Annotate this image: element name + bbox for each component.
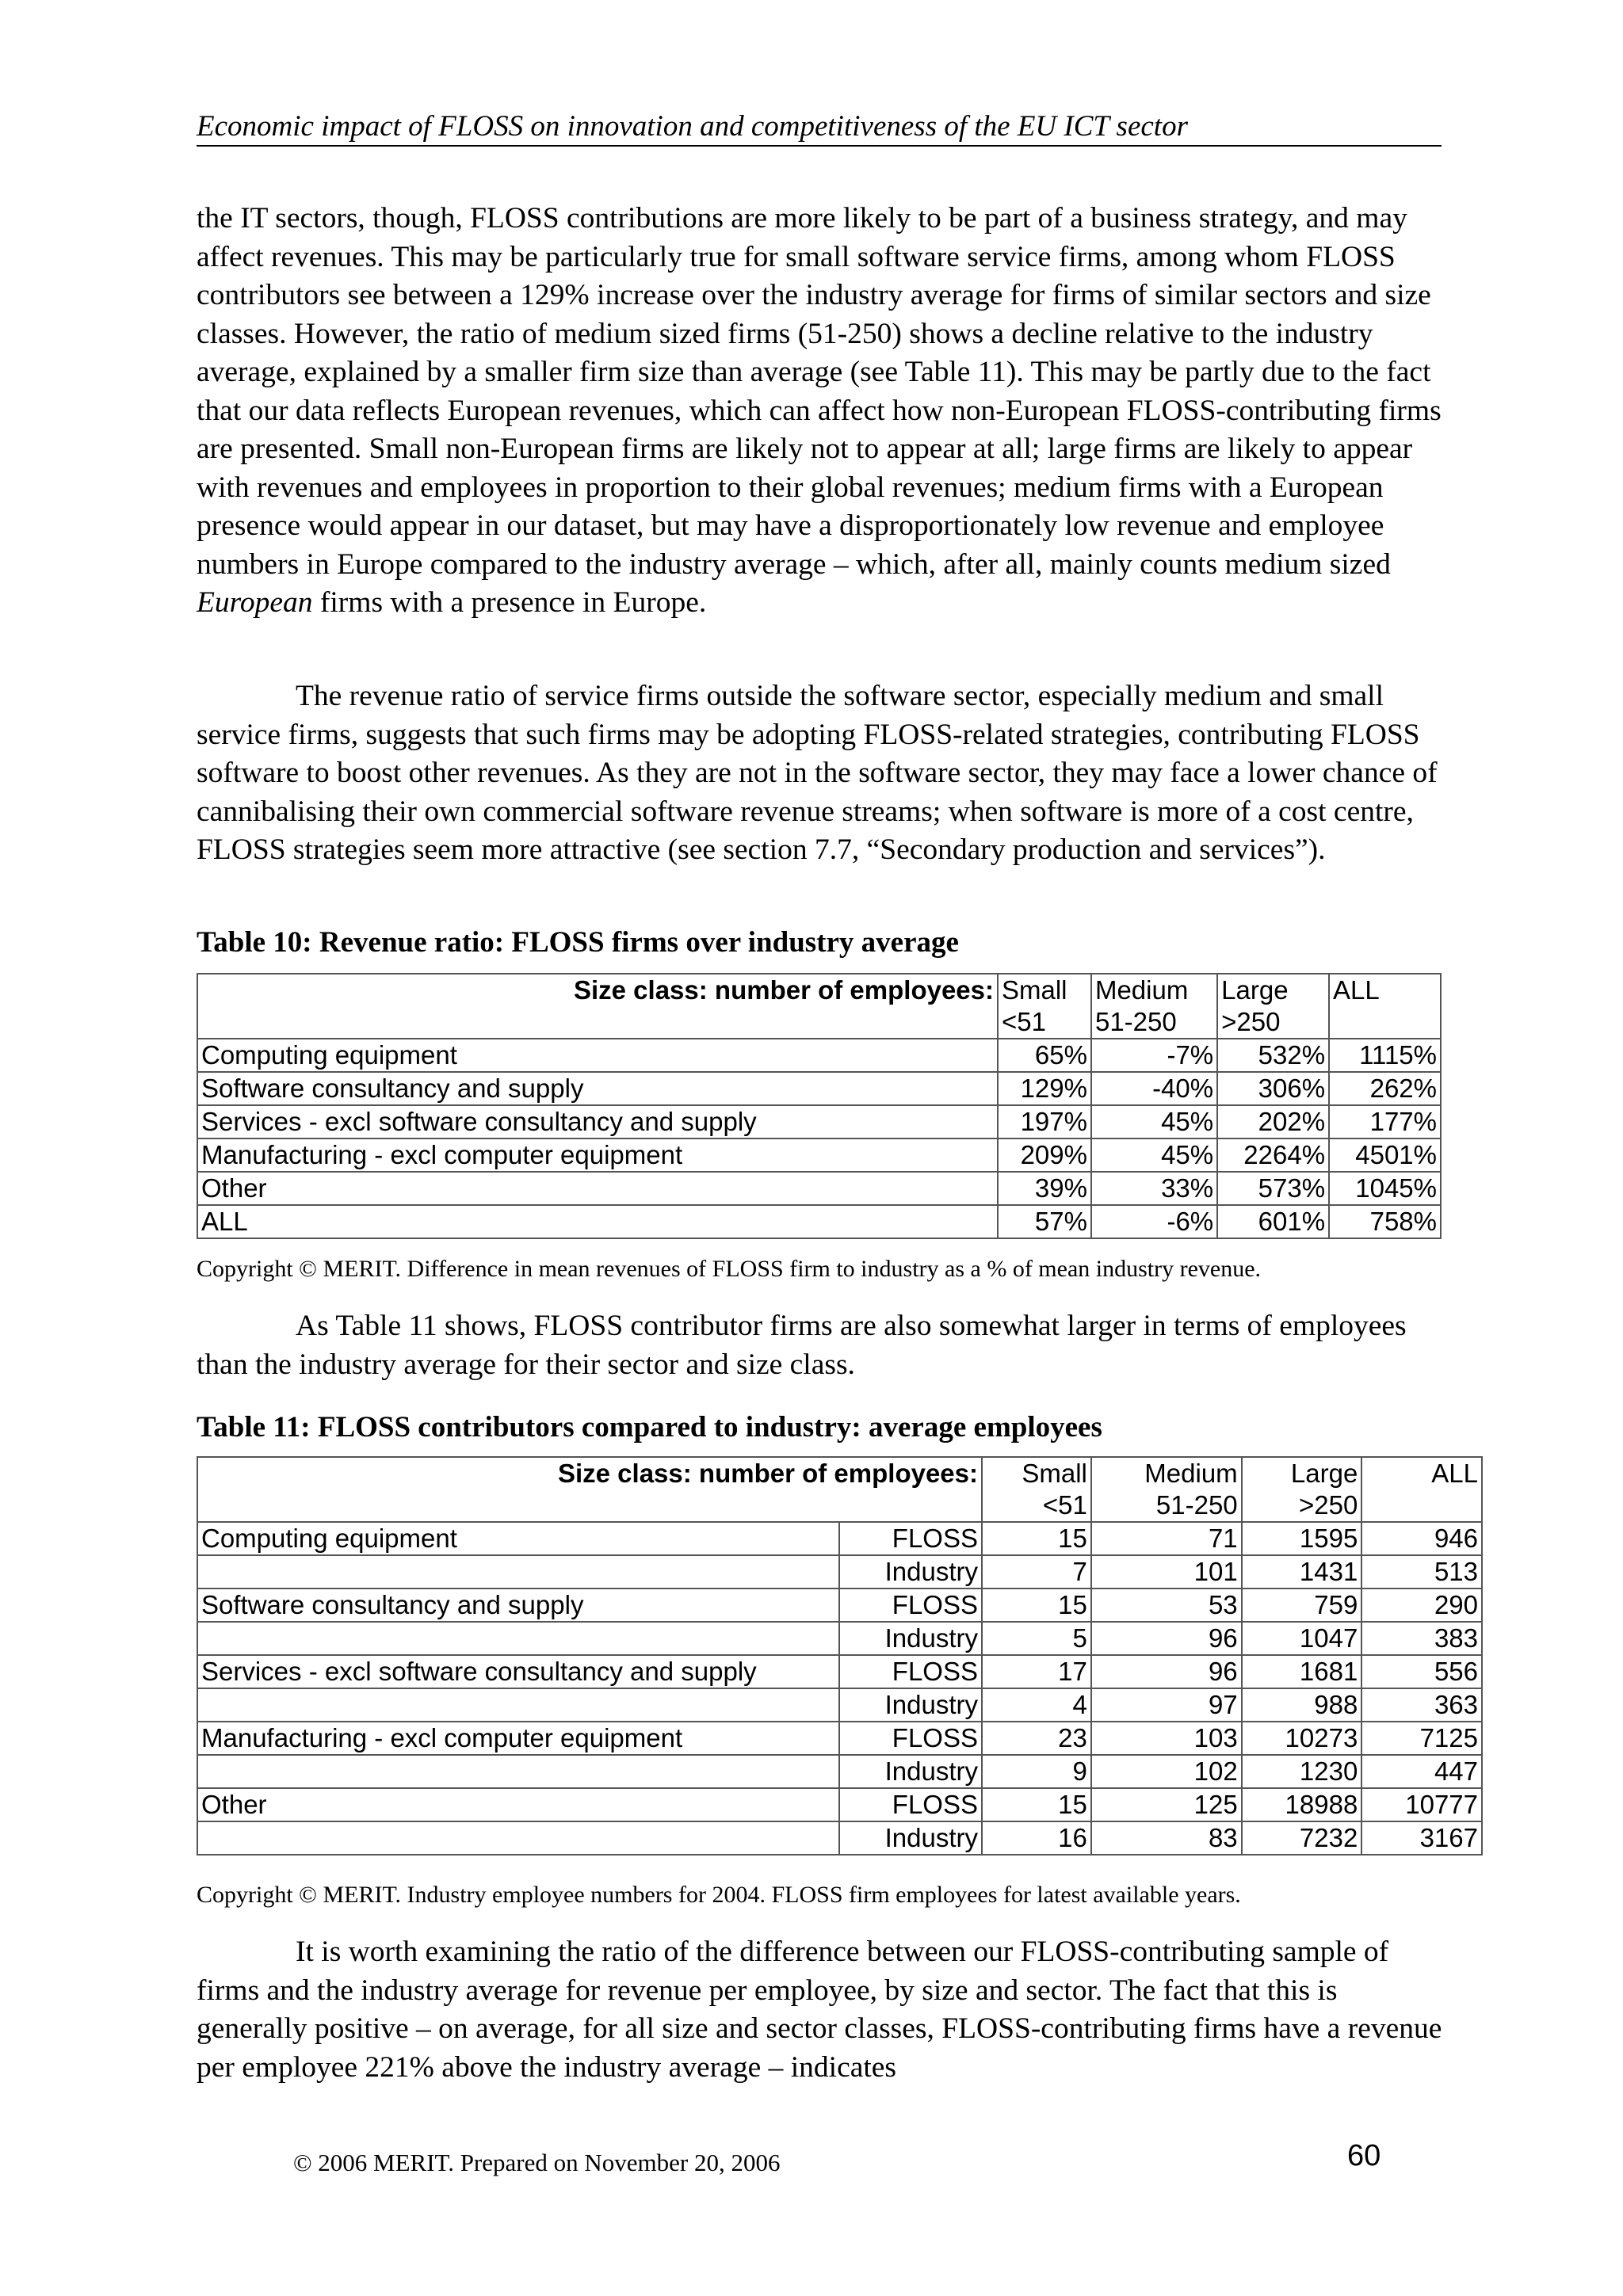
row-type: Industry bbox=[839, 1821, 982, 1855]
row-label bbox=[197, 1688, 839, 1722]
value-cell: -40% bbox=[1091, 1072, 1217, 1105]
value-cell: 15 bbox=[982, 1522, 1091, 1555]
value-cell: 7 bbox=[982, 1555, 1091, 1589]
table-row bbox=[197, 1138, 1441, 1172]
column-header bbox=[1242, 1457, 1362, 1522]
column-header-line: ALL bbox=[1431, 1459, 1478, 1488]
value-cell: 96 bbox=[1091, 1655, 1242, 1688]
row-type: Industry bbox=[839, 1688, 982, 1722]
value-cell: 946 bbox=[1361, 1522, 1482, 1555]
column-header bbox=[1091, 1457, 1242, 1522]
paragraph-3: As Table 11 shows, FLOSS contributor firms are also somewhat larger in terms of employees than the industry average for their sector and size class. bbox=[197, 1310, 1407, 1381]
emphasis-text: European bbox=[197, 586, 313, 619]
paragraph-2: The revenue ratio of service firms outside the software sector, especially medium and small service firms, suggests that such firms may be adopting FLOSS-related strategies, contributing FLOSS software to boost other revenues. As they are not in the software sector, they may face a lower chance of cannibalising their own commercial software revenue streams; when software is more of a cost centre, FLOSS strategies seem more attractive (see section 7.7, “Secondary production and services”). bbox=[197, 680, 1438, 866]
value-cell: 102 bbox=[1091, 1755, 1242, 1788]
value-cell: 513 bbox=[1361, 1555, 1482, 1589]
column-header bbox=[998, 974, 1091, 1039]
value-cell: 7125 bbox=[1361, 1722, 1482, 1755]
value-cell: 447 bbox=[1361, 1755, 1482, 1788]
value-cell: 306% bbox=[1217, 1072, 1329, 1105]
table-11-caption: Table 11: FLOSS contributors compared to industry: average employees bbox=[197, 1411, 1102, 1444]
row-label bbox=[197, 1755, 839, 1788]
value-cell: 1045% bbox=[1329, 1172, 1441, 1205]
table-10-note: Copyright © MERIT. Difference in mean revenues of FLOSS firm to industry as a % of mean industry revenue. bbox=[197, 1256, 1262, 1282]
value-cell: 15 bbox=[982, 1589, 1091, 1622]
running-header: Economic impact of FLOSS on innovation and competitiveness of the EU ICT sector bbox=[197, 109, 1442, 147]
value-cell: 4 bbox=[982, 1688, 1091, 1722]
column-header-line: ALL bbox=[1333, 975, 1380, 1005]
value-cell: 23 bbox=[982, 1722, 1091, 1755]
column-header bbox=[982, 1457, 1091, 1522]
column-header-line: <51 bbox=[1002, 1007, 1046, 1036]
row-label bbox=[197, 1555, 839, 1589]
value-cell: 45% bbox=[1091, 1105, 1217, 1138]
value-cell: 3167 bbox=[1361, 1821, 1482, 1855]
table-row bbox=[197, 1205, 1441, 1238]
column-header-line: 51-250 bbox=[1155, 1490, 1238, 1520]
value-cell: 33% bbox=[1091, 1172, 1217, 1205]
column-header-line: Medium bbox=[1144, 1459, 1238, 1488]
value-cell: 9 bbox=[982, 1755, 1091, 1788]
row-label: Software consultancy and supply bbox=[197, 1589, 839, 1622]
value-cell: 65% bbox=[998, 1039, 1091, 1072]
column-header-line: Small bbox=[1022, 1459, 1087, 1488]
value-cell: 758% bbox=[1329, 1205, 1441, 1238]
value-cell: 45% bbox=[1091, 1138, 1217, 1172]
table-row bbox=[197, 1105, 1441, 1138]
value-cell: 4501% bbox=[1329, 1138, 1441, 1172]
row-label: Services - excl software consultancy and supply bbox=[197, 1655, 839, 1688]
value-cell: 1115% bbox=[1329, 1039, 1441, 1072]
row-label: Services - excl software consultancy and supply bbox=[197, 1105, 998, 1138]
paragraph-1 bbox=[197, 200, 1449, 623]
row-type: Industry bbox=[839, 1622, 982, 1655]
value-cell: 290 bbox=[1361, 1589, 1482, 1622]
value-cell: 97 bbox=[1091, 1688, 1242, 1722]
value-cell: 39% bbox=[998, 1172, 1091, 1205]
table-11 bbox=[197, 1456, 1483, 1855]
value-cell: 1595 bbox=[1242, 1522, 1362, 1555]
column-header-line: 51-250 bbox=[1094, 1007, 1177, 1036]
column-header-line: >250 bbox=[1298, 1490, 1358, 1520]
value-cell: 1230 bbox=[1242, 1755, 1362, 1788]
value-cell: 1047 bbox=[1242, 1622, 1362, 1655]
table-row bbox=[197, 1039, 1441, 1072]
header-row bbox=[197, 1457, 1482, 1522]
table-10 bbox=[197, 973, 1442, 1239]
value-cell: 988 bbox=[1242, 1688, 1362, 1722]
table-10-caption: Table 10: Revenue ratio: FLOSS firms over industry average bbox=[197, 926, 959, 959]
value-cell: 96 bbox=[1091, 1622, 1242, 1655]
value-cell: 10777 bbox=[1361, 1788, 1482, 1821]
row-type: Industry bbox=[839, 1755, 982, 1788]
table-row bbox=[197, 1522, 1482, 1555]
row-label: Manufacturing - excl computer equipment bbox=[197, 1722, 839, 1755]
value-cell: 209% bbox=[998, 1138, 1091, 1172]
row-label: Manufacturing - excl computer equipment bbox=[197, 1138, 998, 1172]
table-row bbox=[197, 1755, 1482, 1788]
column-header bbox=[1329, 974, 1441, 1039]
value-cell: 383 bbox=[1361, 1622, 1482, 1655]
column-header-line bbox=[1365, 1489, 1478, 1521]
value-cell: 262% bbox=[1329, 1072, 1441, 1105]
value-cell: 202% bbox=[1217, 1105, 1329, 1138]
table-row bbox=[197, 1821, 1482, 1855]
table-row bbox=[197, 1555, 1482, 1589]
page-footer: © 2006 MERIT. Prepared on November 20, 2006 bbox=[293, 2149, 781, 2176]
value-cell: -7% bbox=[1091, 1039, 1217, 1072]
value-cell: 2264% bbox=[1217, 1138, 1329, 1172]
value-cell: 71 bbox=[1091, 1522, 1242, 1555]
column-header bbox=[1091, 974, 1217, 1039]
column-header-line: Small bbox=[1002, 975, 1067, 1005]
value-cell: 15 bbox=[982, 1788, 1091, 1821]
value-cell: 5 bbox=[982, 1622, 1091, 1655]
row-label: Computing equipment bbox=[197, 1522, 839, 1555]
value-cell: 10273 bbox=[1242, 1722, 1362, 1755]
row-type: FLOSS bbox=[839, 1589, 982, 1622]
value-cell: 129% bbox=[998, 1072, 1091, 1105]
row-type: FLOSS bbox=[839, 1722, 982, 1755]
paragraph-4: It is worth examining the ratio of the difference between our FLOSS-contributing sample of firms and the industry average for revenue per employee, by size and sector. The fact that this is generally positive – on average, for all size and sector classes, FLOSS-contributing firms have a revenue per employee 221% above the industry average – indicates bbox=[197, 1936, 1442, 2084]
value-cell: 53 bbox=[1091, 1589, 1242, 1622]
table-row bbox=[197, 1172, 1441, 1205]
value-cell: 7232 bbox=[1242, 1821, 1362, 1855]
table-row bbox=[197, 1072, 1441, 1105]
row-label bbox=[197, 1622, 839, 1655]
row-type: FLOSS bbox=[839, 1655, 982, 1688]
row-label: Software consultancy and supply bbox=[197, 1072, 998, 1105]
value-cell: 1431 bbox=[1242, 1555, 1362, 1589]
column-header-line: Large bbox=[1221, 975, 1289, 1005]
table-row bbox=[197, 1589, 1482, 1622]
row-label: Computing equipment bbox=[197, 1039, 998, 1072]
column-header-line bbox=[1333, 1006, 1437, 1038]
row-type: Industry bbox=[839, 1555, 982, 1589]
row-type: FLOSS bbox=[839, 1522, 982, 1555]
table-row bbox=[197, 1622, 1482, 1655]
size-class-label: Size class: number of employees: bbox=[197, 1457, 982, 1522]
page-number: 60 bbox=[1347, 2139, 1381, 2172]
value-cell: 601% bbox=[1217, 1205, 1329, 1238]
column-header-line: Large bbox=[1290, 1459, 1358, 1488]
row-label bbox=[197, 1821, 839, 1855]
value-cell: 1681 bbox=[1242, 1655, 1362, 1688]
value-cell: 363 bbox=[1361, 1688, 1482, 1722]
value-cell: 197% bbox=[998, 1105, 1091, 1138]
row-type: FLOSS bbox=[839, 1788, 982, 1821]
table-row bbox=[197, 1688, 1482, 1722]
column-header bbox=[1361, 1457, 1482, 1522]
header-row bbox=[197, 974, 1441, 1039]
value-cell: 125 bbox=[1091, 1788, 1242, 1821]
value-cell: 18988 bbox=[1242, 1788, 1362, 1821]
value-cell: 103 bbox=[1091, 1722, 1242, 1755]
table-row bbox=[197, 1655, 1482, 1688]
column-header bbox=[1217, 974, 1329, 1039]
table-row bbox=[197, 1788, 1482, 1821]
value-cell: 532% bbox=[1217, 1039, 1329, 1072]
size-class-label: Size class: number of employees: bbox=[197, 974, 998, 1039]
table-11-note: Copyright © MERIT. Industry employee numbers for 2004. FLOSS firm employees for latest available years. bbox=[197, 1882, 1241, 1908]
value-cell: -6% bbox=[1091, 1205, 1217, 1238]
value-cell: 17 bbox=[982, 1655, 1091, 1688]
value-cell: 16 bbox=[982, 1821, 1091, 1855]
value-cell: 101 bbox=[1091, 1555, 1242, 1589]
value-cell: 556 bbox=[1361, 1655, 1482, 1688]
column-header-line: <51 bbox=[1042, 1490, 1087, 1520]
value-cell: 573% bbox=[1217, 1172, 1329, 1205]
row-label: Other bbox=[197, 1788, 839, 1821]
value-cell: 759 bbox=[1242, 1589, 1362, 1622]
value-cell: 177% bbox=[1329, 1105, 1441, 1138]
paragraph-text: the IT sectors, though, FLOSS contributions are more likely to be part of a business strategy, and may affect revenues. This may be particularly true for small software service firms, among whom FLOSS contributors see between a 129% increase over the industry average for firms of similar sectors and size classes. However, the ratio of medium sized firms (51-250) shows a decline relative to the industry average, explained by a smaller firm size than average (see Table 11). This may be partly due to the fact that our data reflects European revenues, which can affect how non-European FLOSS-contributing firms are presented. Small non-European firms are likely not to appear at all; large firms are likely to appear with revenues and employees in proportion to their global revenues; medium firms with a European presence would appear in our dataset, but may have a disproportionately low revenue and employee numbers in Europe compared to the industry average – which, after all, mainly counts medium sized bbox=[197, 202, 1442, 581]
value-cell: 83 bbox=[1091, 1821, 1242, 1855]
column-header-line: Medium bbox=[1094, 975, 1189, 1005]
column-header-line: >250 bbox=[1221, 1007, 1281, 1036]
table-row bbox=[197, 1722, 1482, 1755]
value-cell: 57% bbox=[998, 1205, 1091, 1238]
row-label: ALL bbox=[197, 1205, 998, 1238]
paragraph-text: firms with a presence in Europe. bbox=[312, 586, 707, 619]
row-label: Other bbox=[197, 1172, 998, 1205]
